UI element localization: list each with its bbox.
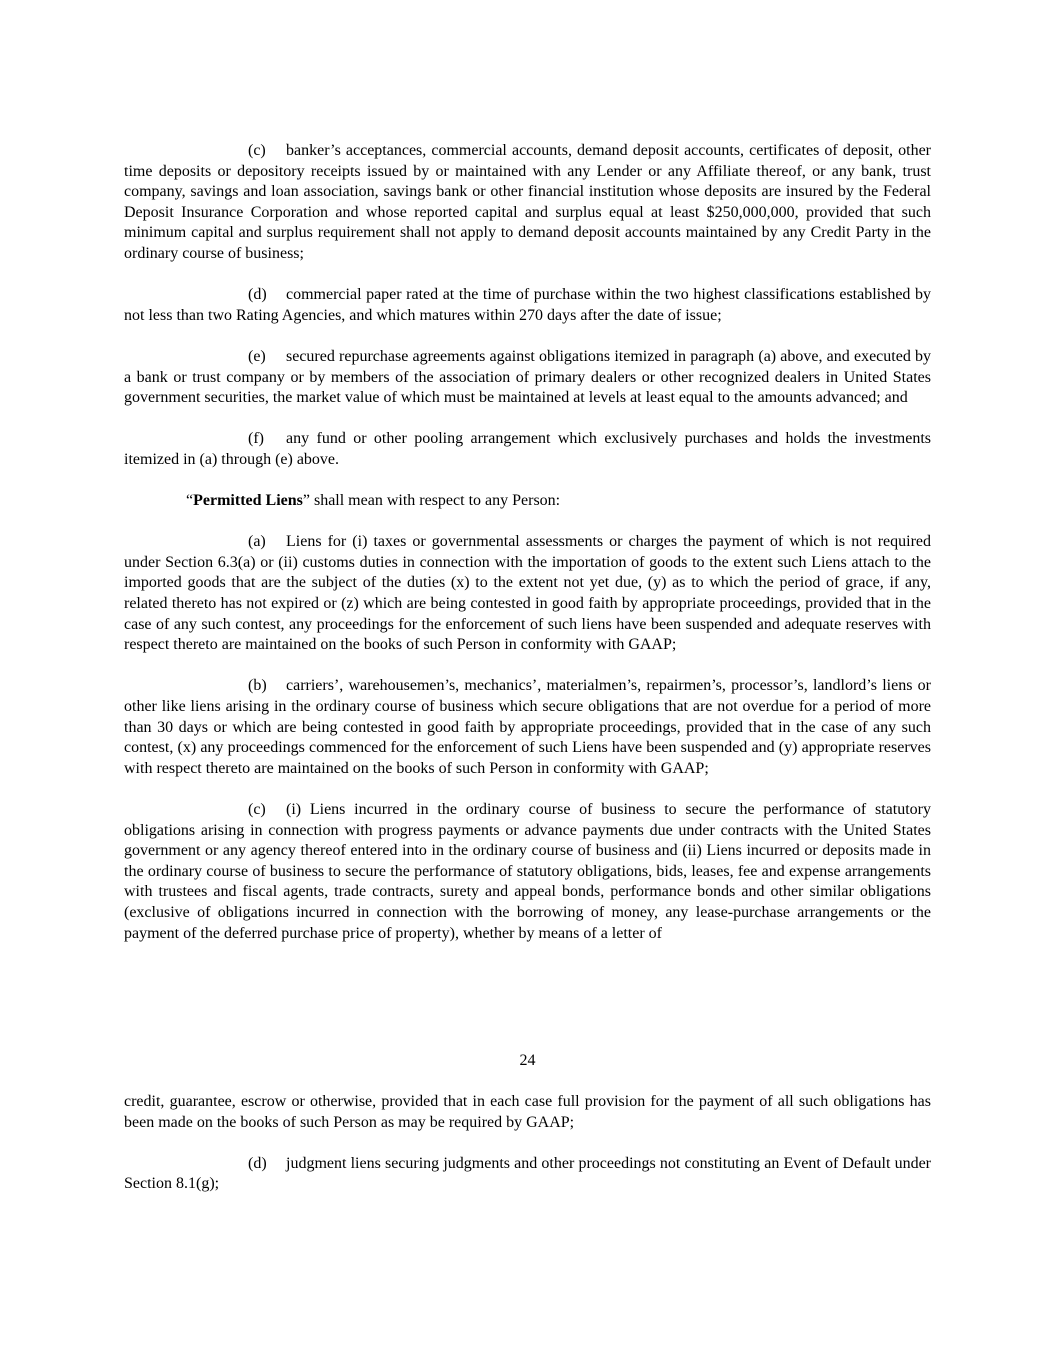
liens-clause-a [124,532,931,656]
page-top-section [124,141,931,965]
investment-clause-f [124,429,931,470]
clause-marker: (f) [248,430,264,448]
clause-text: (i) Liens incurred in the ordinary course of business to secure the performance of statutory obligations arising in connection with progress payments or advance payments due under contracts with the United States government or any agency thereof entered into in the ordinary course of business and (ii) Liens incurred or deposits made in the ordinary course of business to secure the performance of statutory obligations, bids, leases, fee and expense arrangements with trustees and fiscal agents, trade contracts, surety and appeal bonds, performance bonds and other similar obligations (exclusive of obligations incurred in connection with the borrowing of money, any lease-purchase arrangements or the payment of the deferred purchase price of property), whether by means of a letter of [124,801,931,942]
investment-clause-d [124,285,931,326]
clause-text: banker’s acceptances, commercial accounts, demand deposit accounts, certificates of deposit, other time deposits or depository receipts issued by or maintained with any Lender or any Affiliate thereof, or any bank, trust company, savings and loan association, savings bank or other financial institution whose deposits are insured by the Federal Deposit Insurance Corporation and whose reported capital and surplus equal at least $250,000,000, provided that such minimum capital and surplus requirement shall not apply to demand deposit accounts maintained by any Credit Party in the ordinary course of business; [124,142,931,262]
page-bottom-section [124,1092,931,1216]
clause-marker: (e) [248,347,266,365]
clause-marker: (d) [248,286,267,304]
open-quote: “ [186,492,194,510]
clause-text: any fund or other pooling arrangement which exclusively purchases and holds the investments itemized in (a) through (e) above. [124,430,931,468]
definition-text: ” shall mean with respect to any Person: [302,492,561,510]
clause-marker: (b) [248,677,267,695]
clause-marker: (a) [248,533,266,551]
liens-clause-c-continued [124,1092,931,1133]
clause-text: Liens for (i) taxes or governmental assessments or charges the payment of which is not required under Section 6.3(a) or (ii) customs duties in connection with the importation of goods to the extent such Liens attach to the imported goods that are the subject of the duties (x) to the extent not yet due, (y) as to which the period of grace, if any, related thereto has not expired or (z) which are being contested in good faith by appropriate proceedings, provided that in the case of any such contest, any proceedings for the enforcement of such liens have been suspended and adequate reserves with respect thereto are maintained on the books of such Person in conformity with GAAP; [124,533,931,654]
clause-marker: (d) [248,1154,267,1172]
clause-text: credit, guarantee, escrow or otherwise, provided that in each case full provision for the payment of all such obligations has been made on the books of such Person as may be required by GAAP; [124,1093,931,1131]
clause-text: judgment liens securing judgments and other proceedings not constituting an Event of Default under Section 8.1(g); [124,1154,931,1193]
clause-text: secured repurchase agreements against obligations itemized in paragraph (a) above, and executed by a bank or trust company or by members of the association of primary dealers or other recognized dealers in United States government securities, the market value of which must be maintained at levels at least equal to the amounts advanced; and [124,347,931,407]
clause-marker: (c) [248,142,266,159]
page-number: 24 [519,1052,536,1069]
liens-clause-c [124,800,931,944]
clause-marker: (c) [248,801,266,818]
investment-clause-c [124,141,931,265]
clause-text: commercial paper rated at the time of purchase within the two highest classifications established by not less than two Rating Agencies, and which matures within 270 days after the date of issue; [124,286,931,324]
liens-clause-d [124,1154,931,1195]
permitted-liens-definition [124,491,931,512]
clause-text: carriers’, warehousemen’s, mechanics’, materialmen’s, repairmen’s, processor’s, landlord’s liens or other like liens arising in the ordinary course of business which secure obligations that are not overdue for a period of more than 30 days or which are being contested in good faith by appropriate proceedings, provided that in the case of any such contest, (x) any proceedings commenced for the enforcement of such Liens have been suspended and (y) appropriate reserves with respect thereto are maintained on the books of such Person in conformity with GAAP; [124,677,931,777]
defined-term: Permitted Liens [193,492,303,510]
investment-clause-e [124,347,931,409]
liens-clause-b [124,676,931,779]
